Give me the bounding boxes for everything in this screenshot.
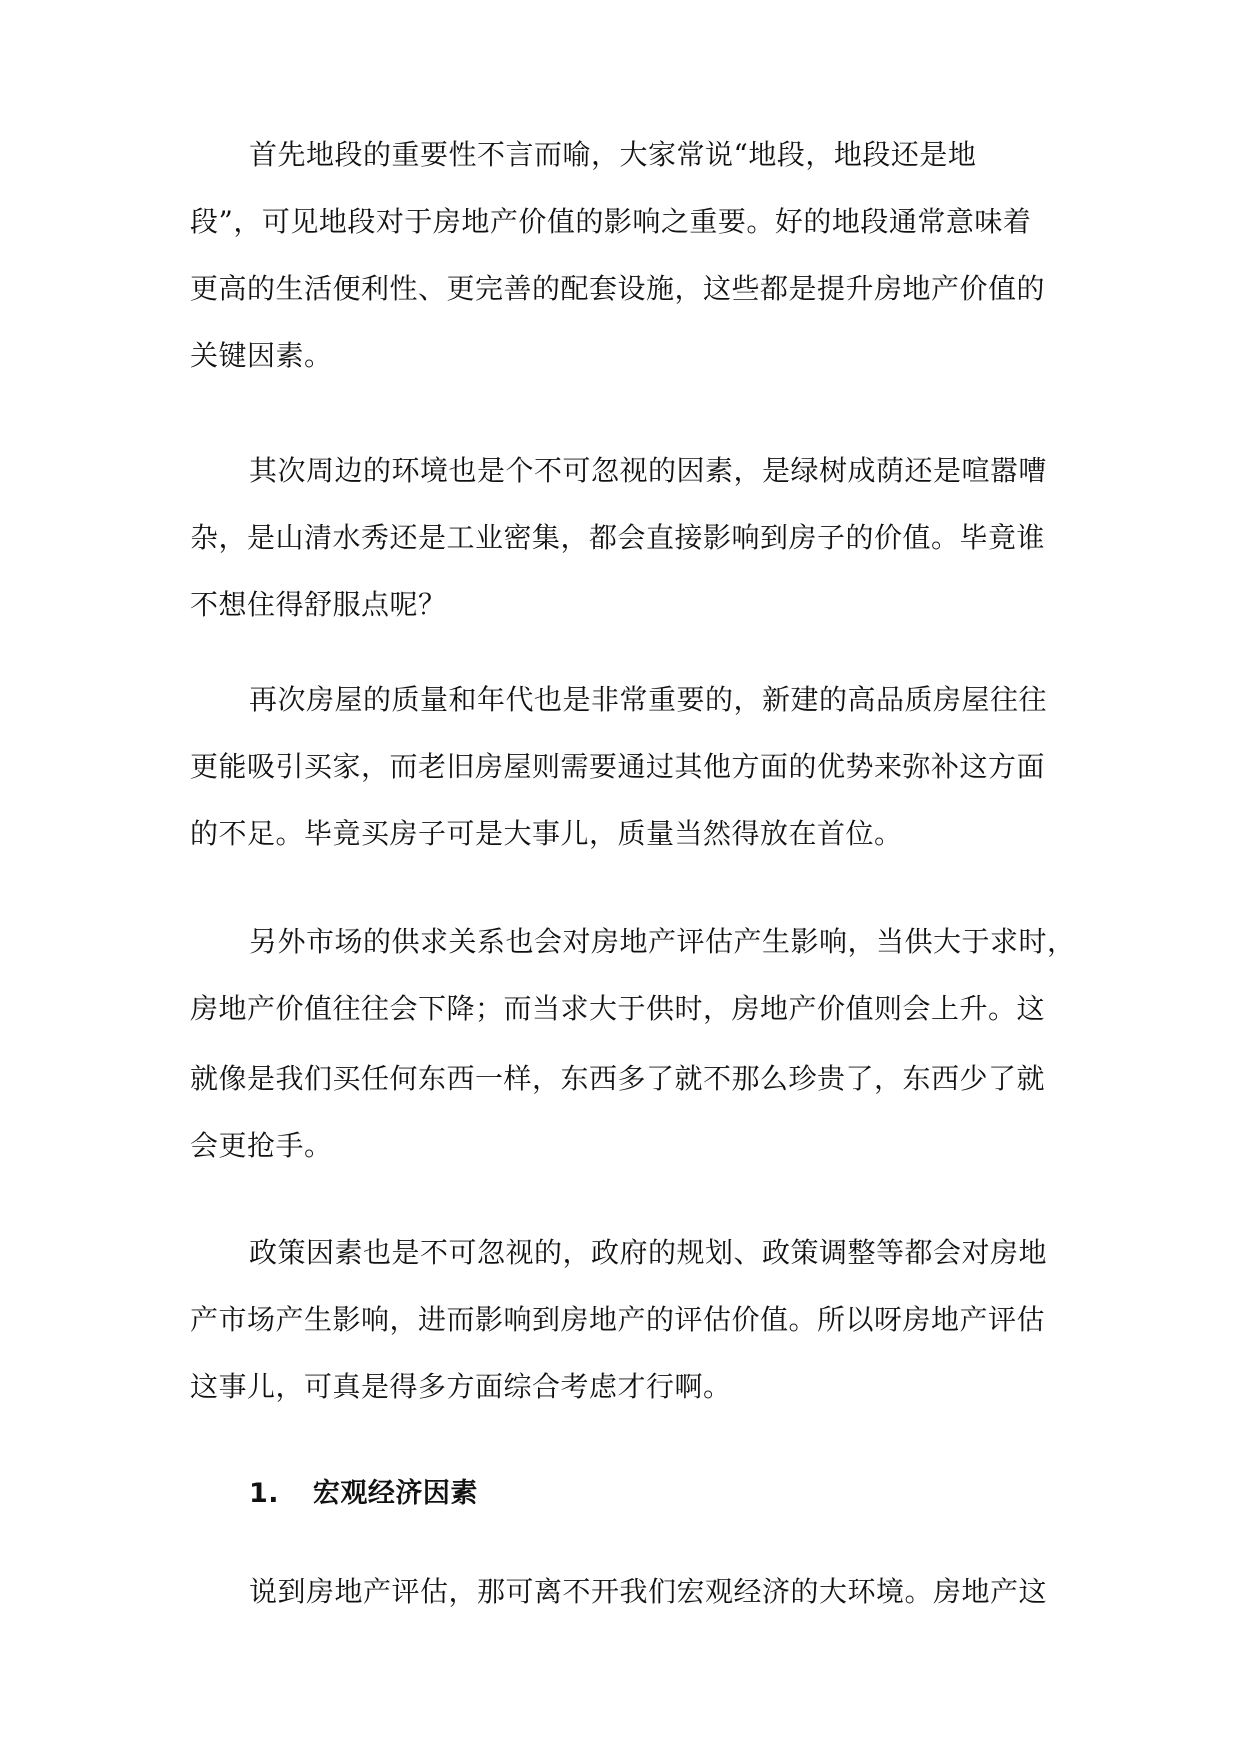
paragraph-4-line-1: 另外市场的供求关系也会对房地产评估产生影响，当供大于求时， [249, 925, 1076, 958]
section-title: 宏观经济因素 [312, 1478, 478, 1509]
paragraph-4-line-4: 会更抢手。 [190, 1129, 333, 1162]
paragraph-4-line-3: 就像是我们买任何东西一样，东西多了就不那么珍贵了，东西少了就 [190, 1062, 1046, 1095]
paragraph-5-line-1: 政策因素也是不可忽视的，政府的规划、政策调整等都会对房地 [249, 1236, 1048, 1269]
paragraph-5-line-2: 产市场产生影响，进而影响到房地产的评估价值。所以呀房地产评估 [190, 1303, 1046, 1336]
paragraph-5-line-3: 这事儿，可真是得多方面综合考虑才行啊。 [190, 1370, 732, 1403]
paragraph-1-line-3: 更高的生活便利性、更完善的配套设施，这些都是提升房地产价值的 [190, 272, 1046, 305]
paragraph-6-line-1: 说到房地产评估，那可离不开我们宏观经济的大环境。房地产这 [249, 1575, 1048, 1608]
paragraph-3-line-3: 的不足。毕竟买房子可是大事儿，质量当然得放在首位。 [190, 817, 903, 850]
paragraph-3-line-2: 更能吸引买家，而老旧房屋则需要通过其他方面的优势来弥补这方面 [190, 750, 1046, 783]
paragraph-2-line-3: 不想住得舒服点呢？ [190, 588, 447, 621]
section-number: 1. [249, 1478, 280, 1509]
paragraph-3-line-1: 再次房屋的质量和年代也是非常重要的，新建的高品质房屋往往 [249, 683, 1048, 716]
paragraph-2-line-1: 其次周边的环境也是个不可忽视的因素，是绿树成荫还是喧嚣嘈 [249, 454, 1048, 487]
paragraph-1-line-2: 段”，可见地段对于房地产价值的影响之重要。好的地段通常意味着 [190, 205, 1032, 238]
paragraph-4-line-2: 房地产价值往往会下降；而当求大于供时，房地产价值则会上升。这 [190, 992, 1046, 1025]
paragraph-1-line-4: 关键因素。 [190, 339, 333, 372]
paragraph-1-line-1: 首先地段的重要性不言而喻，大家常说“地段，地段还是地 [249, 138, 977, 171]
paragraph-2-line-2: 杂，是山清水秀还是工业密集，都会直接影响到房子的价值。毕竟谁 [190, 521, 1046, 554]
section-heading [249, 1474, 478, 1514]
